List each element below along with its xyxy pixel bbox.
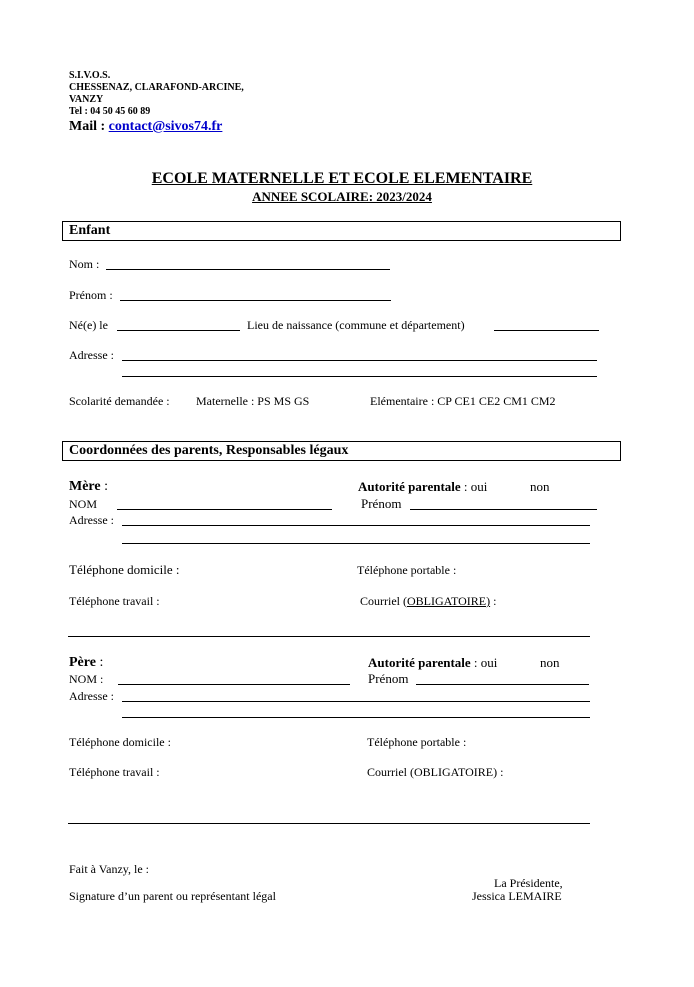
- pere-adresse-field-2[interactable]: [122, 717, 590, 718]
- pere-prenom-label: Prénom: [368, 671, 409, 686]
- mere-tel-trav: Téléphone travail :: [69, 594, 160, 608]
- pere-adresse-field-1[interactable]: [122, 701, 590, 702]
- pere-colon: :: [95, 655, 104, 670]
- pere-autorite-non[interactable]: non: [540, 655, 560, 670]
- enfant-lieu-label: Lieu de naissance (commune et département): [247, 318, 465, 332]
- enfant-adresse-field-1[interactable]: [122, 360, 597, 361]
- scolarite-label: Scolarité demandée :: [69, 394, 170, 408]
- org-communes: CHESSENAZ, CLARAFOND-ARCINE,: [69, 82, 244, 93]
- pere-nom-label: NOM :: [69, 672, 104, 686]
- org-mail: [69, 119, 222, 135]
- mere-adresse-field-2[interactable]: [122, 543, 590, 544]
- pere-nom-field[interactable]: [118, 684, 350, 685]
- pere-label: Père: [69, 655, 96, 670]
- enfant-lieu-field[interactable]: [494, 330, 599, 331]
- mail-link[interactable]: contact@sivos74.fr: [108, 119, 223, 134]
- mere-nom-field[interactable]: [117, 509, 332, 510]
- enfant-nom-label: Nom :: [69, 257, 100, 271]
- org-name: S.I.V.O.S.: [69, 70, 111, 81]
- school-year: ANNEE SCOLAIRE: 2023/2024: [252, 189, 432, 204]
- enfant-naissance-field[interactable]: [117, 330, 240, 331]
- pere-autorite: [368, 655, 497, 671]
- mere-nom-label: NOM: [69, 497, 98, 511]
- mail-label: Mail :: [69, 119, 109, 134]
- mere-tel-port: Téléphone portable :: [357, 563, 457, 577]
- section-parents-title: Coordonnées des parents, Responsables légaux: [69, 443, 349, 458]
- mere-autorite-label: Autorité parentale: [358, 479, 461, 494]
- presidente-title: La Présidente,: [494, 876, 563, 890]
- pere-tel-dom: Téléphone domicile :: [69, 735, 171, 749]
- mere-autorite-oui[interactable]: : oui: [460, 479, 488, 494]
- mere-label: Mère: [69, 479, 101, 494]
- enfant-naissance-label: Né(e) le: [69, 318, 108, 332]
- mere-heading: [69, 479, 108, 495]
- fait-a: Fait à Vanzy, le :: [69, 862, 149, 876]
- mere-adresse-field-1[interactable]: [122, 525, 590, 526]
- signature-label: Signature d’un parent ou représentant légal: [69, 889, 276, 903]
- section-enfant: [62, 221, 621, 241]
- mere-tel-dom: Téléphone domicile :: [69, 562, 180, 577]
- enfant-nom-field[interactable]: [106, 269, 390, 270]
- mere-courriel: [360, 594, 496, 609]
- mere-courriel-prefix: Courriel (: [360, 594, 407, 608]
- org-vanzy: VANZY: [69, 94, 104, 105]
- mere-prenom-field[interactable]: [410, 509, 597, 510]
- mere-courriel-oblig: OBLIGATOIRE): [407, 594, 491, 608]
- org-tel: Tel : 04 50 45 60 89: [69, 106, 151, 117]
- presidente-name: Jessica LEMAIRE: [472, 889, 562, 903]
- enfant-prenom-field[interactable]: [120, 300, 391, 301]
- mere-autorite: [358, 479, 487, 495]
- enfant-adresse-label: Adresse :: [69, 348, 114, 362]
- pere-tel-trav: Téléphone travail :: [69, 765, 160, 779]
- mere-autorite-non[interactable]: non: [530, 479, 550, 494]
- pere-autorite-oui[interactable]: : oui: [470, 655, 498, 670]
- pere-heading: [69, 655, 103, 671]
- enfant-adresse-field-2[interactable]: [122, 376, 597, 377]
- section-parents: [62, 441, 621, 461]
- mere-courriel-field[interactable]: [68, 636, 590, 637]
- pere-autorite-label: Autorité parentale: [368, 655, 471, 670]
- pere-prenom-field[interactable]: [416, 684, 589, 685]
- scolarite-maternelle[interactable]: Maternelle : PS MS GS: [196, 394, 310, 408]
- section-enfant-title: Enfant: [69, 223, 111, 238]
- doc-title: ECOLE MATERNELLE ET ECOLE ELEMENTAIRE: [151, 170, 533, 187]
- enfant-prenom-label: Prénom :: [69, 288, 113, 302]
- mere-prenom-label: Prénom: [361, 496, 402, 511]
- pere-courriel-field[interactable]: [68, 823, 590, 824]
- pere-adresse-label: Adresse :: [69, 689, 114, 703]
- pere-tel-port: Téléphone portable :: [367, 735, 467, 749]
- mere-courriel-suffix: :: [490, 594, 497, 608]
- mere-adresse-label: Adresse :: [69, 513, 114, 527]
- mere-colon: :: [100, 479, 108, 494]
- pere-courriel: Courriel (OBLIGATOIRE) :: [367, 765, 504, 779]
- scolarite-elementaire[interactable]: Elémentaire : CP CE1 CE2 CM1 CM2: [370, 394, 556, 408]
